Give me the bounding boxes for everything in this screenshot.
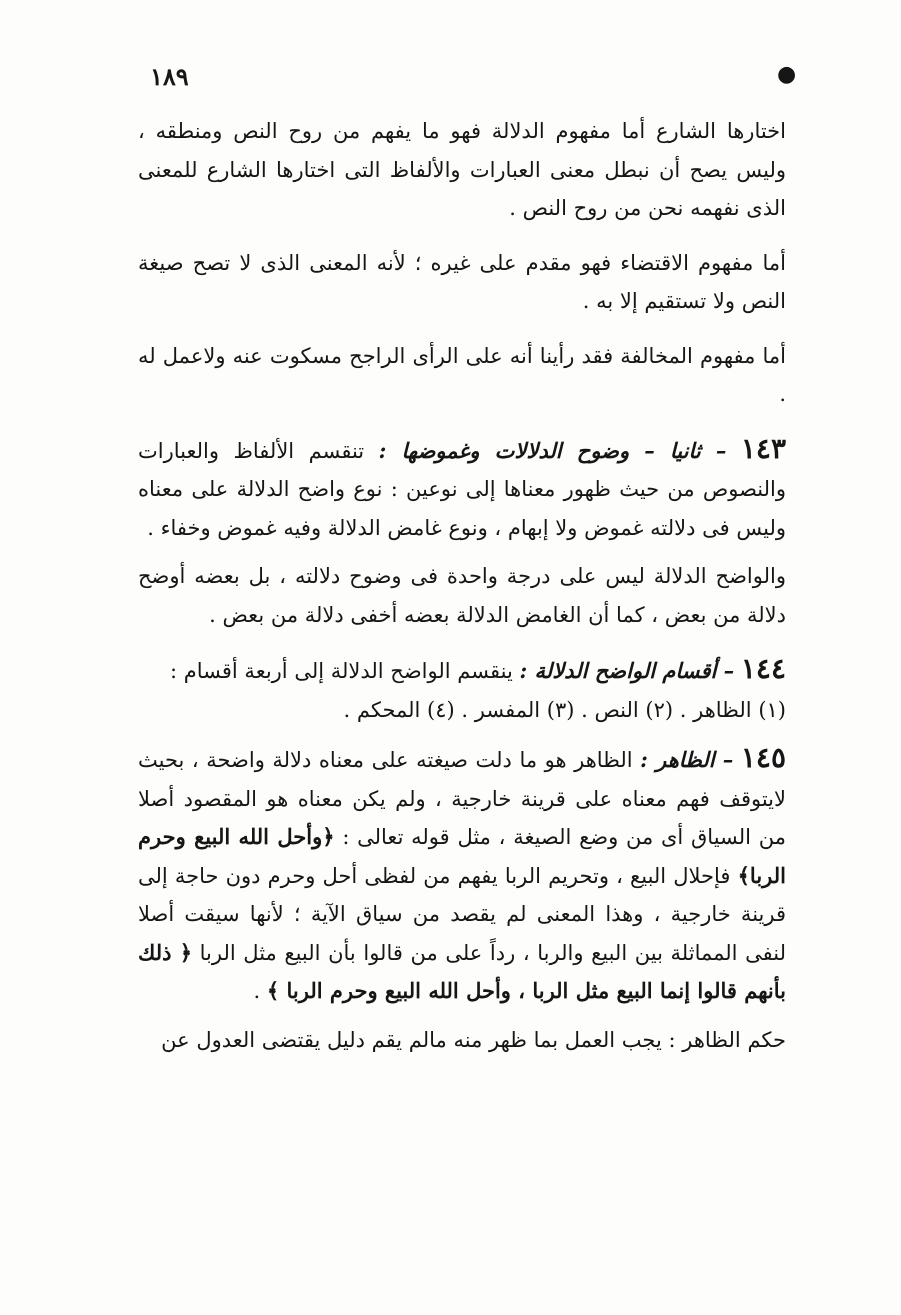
paragraph-evidence-meaning: اختارها الشارع أما مفهوم الدلالة فهو ما يفهم من روح النص ومنطقه ، وليس يصح أن نبطل معنى العبارات والألفاظ التى اختارها الشارع للمعنى الذى نفهمه نحن من روح النص . [138, 119, 786, 220]
section-144-title: – أقسام الواضح الدلالة : [519, 658, 735, 683]
corner-mark: ● [777, 62, 797, 87]
page-number: ١٨٩ [150, 62, 189, 91]
section-145-text-b: فإحلال البيع ، وتحريم الربا يفهم من لفظى أحل وحرم دون حاجة إلى قرينة خارجية ، وهذا المعنى لم يقصد من سياق الآية ؛ لأنها سيقت أصلا لنفى المماثلة بين البيع والربا ، رداً على من قالوا بأن البيع مثل الربا [138, 863, 786, 965]
body-text [138, 112, 786, 1075]
section-145-title: – الظاهر : [640, 747, 734, 772]
section-144 [138, 650, 786, 729]
paragraph-ruling-apparent: حكم الظاهر : يجب العمل بما ظهر منه مالم يقم دليل يقتضى العدول عن [161, 1027, 786, 1052]
section-143-title: – ثانيا – وضوح الدلالات وغموضها : [378, 437, 727, 463]
section-145 [138, 739, 786, 1011]
section-144-divisions: (١) الظاهر . (٢) النص . (٣) المفسر . (٤) المحكم . [343, 697, 786, 722]
quran-verse-2: ﴿ ذلك بأنهم قالوا إنما البيع مثل الربا ، وأحل الله البيع وحرم الربا ﴾ [138, 939, 786, 1003]
paragraph-contrary-meaning: أما مفهوم المخالفة فقد رأينا أنه على الرأى الراجح مسكوت عنه ولاعمل له . [138, 343, 786, 406]
section-145-end: . [253, 979, 261, 1003]
section-143 [138, 430, 786, 548]
paragraph-clear-levels: والواضح الدلالة ليس على درجة واحدة فى وضوح دلالته ، بل بعضه أوضح دلالة من بعض ، كما أن الغامض الدلالة بعضه أخفى دلالة من بعض . [138, 564, 786, 627]
paragraph-necessity-meaning: أما مفهوم الاقتضاء فهو مقدم على غيره ؛ لأنه المعنى الذى لا تصح صيغة النص ولا تستقيم إلا به . [138, 250, 786, 313]
section-143-number: ١٤٣ [740, 431, 786, 465]
section-144-text: ينقسم الواضح الدلالة إلى أربعة أقسام : [170, 659, 513, 683]
section-145-number: ١٤٥ [740, 741, 786, 774]
section-145-text-a: الظاهر هو ما دلت صيغته على معناه دلالة واضحة ، بحيث لايتوقف فهم معناه على قرينة خارجية ، ولم يكن معناه هو المقصود أصلا من السياق أى من وضع الصيغة ، مثل قوله تعالى : [138, 748, 786, 849]
quran-verse-1: ﴿وأحل الله البيع وحرم الربا﴾ [138, 824, 786, 888]
section-144-number: ١٤٤ [740, 652, 786, 685]
section-143-text: تنقسم الألفاظ والعبارات والنصوص من حيث ظهور معناها إلى نوعين : نوع واضح الدلالة على معناه وليس فى دلالته غموض ولا إبهام ، ونوع غامض الدلالة وفيه غموض وخفاء . [138, 438, 786, 540]
